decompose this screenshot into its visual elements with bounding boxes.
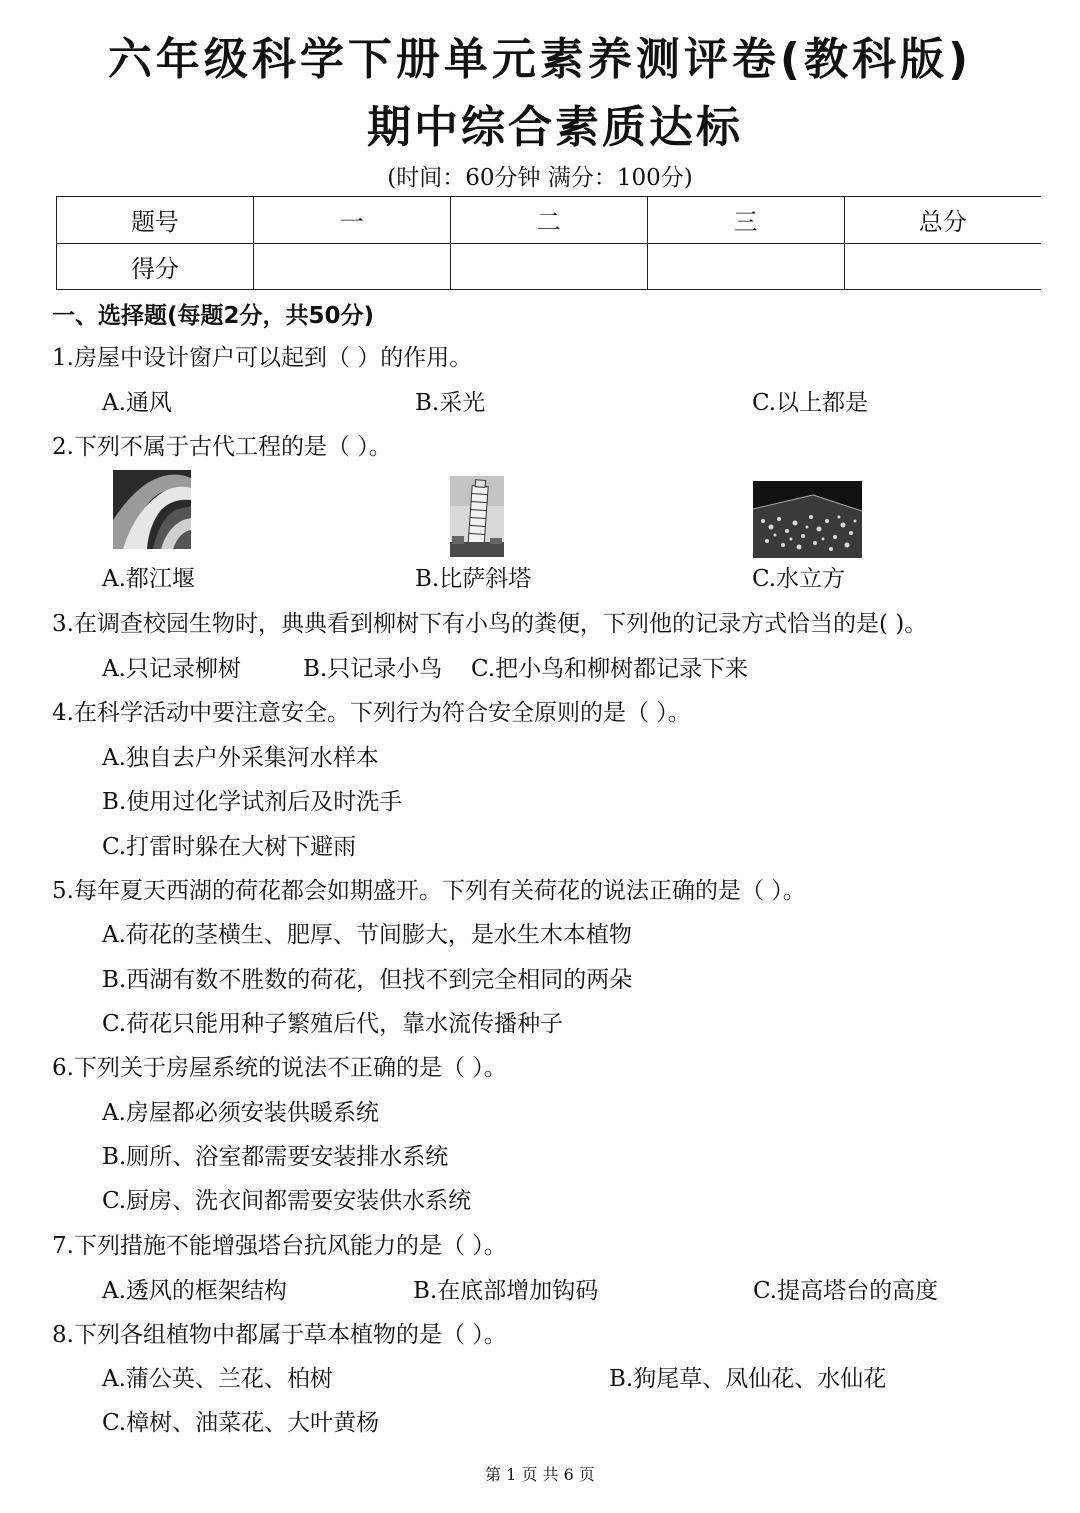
option-a: A.蒲公英、兰花、柏树 [102,1366,333,1392]
question-stem: 3.在调查校园生物时，典典看到柳树下有小鸟的粪便，下列他的记录方式恰当的是( )。 [52,611,928,637]
score-cell[interactable] [253,243,450,290]
score-cell[interactable] [450,243,647,290]
option-c: C.水立方 [752,566,846,592]
exam-subtitle-title: 期中综合素质达标 [367,102,743,153]
option-a: A.房屋都必须安装供暖系统 [102,1100,379,1126]
water-cube-image [753,481,862,558]
question-stem: 2.下列不属于古代工程的是（ ）。 [52,434,392,460]
exam-time-score-info: (时间：60分钟 满分：100分) [387,165,693,191]
score-table [56,196,1041,290]
score-row-label: 得分 [57,243,254,290]
option-a: A.只记录柳树 [102,656,241,682]
question-stem: 1.房屋中设计窗户可以起到（ ）的作用。 [52,345,473,371]
option-b: B.采光 [415,390,486,416]
dujiangyan-image [113,470,191,549]
score-table-header-row [57,197,1042,244]
question-stem: 8.下列各组植物中都属于草本植物的是（ ）。 [52,1322,507,1348]
option-c: C.厨房、洗衣间都需要安装供水系统 [102,1188,472,1214]
question-stem: 6.下列关于房屋系统的说法不正确的是（ ）。 [52,1055,507,1081]
score-table-header: 二 [450,197,647,244]
score-table-header: 题号 [57,197,254,244]
option-b: B.在底部增加钩码 [413,1278,599,1304]
option-c: C.以上都是 [752,390,869,416]
score-table-header: 总分 [844,197,1041,244]
option-c: C.提高塔台的高度 [753,1278,939,1304]
score-cell[interactable] [844,243,1041,290]
score-table-header: 一 [253,197,450,244]
option-c: C.樟树、油菜花、大叶黄杨 [102,1410,380,1436]
option-b: B.厕所、浴室都需要安装排水系统 [102,1144,449,1170]
option-b: B.比萨斜塔 [415,566,532,592]
page-number-footer: 第 1 页 共 6 页 [485,1465,595,1484]
option-c: C.荷花只能用种子繁殖后代，靠水流传播种子 [102,1011,564,1037]
exam-title: 六年级科学下册单元素养测评卷(教科版) [107,34,973,85]
section-title: 一、选择题(每题2分，共50分) [52,303,375,329]
option-a: A.通风 [102,390,172,416]
option-b: B.狗尾草、凤仙花、水仙花 [609,1366,887,1392]
score-table-score-row [57,243,1042,290]
option-a: A.荷花的茎横生、肥厚、节间膨大，是水生木本植物 [102,922,632,948]
option-b: B.使用过化学试剂后及时洗手 [102,789,403,815]
option-b: B.西湖有数不胜数的荷花，但找不到完全相同的两朵 [102,967,633,993]
option-a: A.透风的框架结构 [102,1278,287,1304]
option-c: C.打雷时躲在大树下避雨 [102,834,357,860]
option-a: A.独自去户外采集河水样本 [102,745,379,771]
question-stem: 4.在科学活动中要注意安全。下列行为符合安全原则的是（ ）。 [52,700,691,726]
option-b: B.只记录小鸟 [303,656,443,682]
pisa-tower-image [450,476,504,557]
option-a: A.都江堰 [102,566,195,592]
score-cell[interactable] [647,243,844,290]
question-stem: 7.下列措施不能增强塔台抗风能力的是（ ）。 [52,1233,507,1259]
score-table-header: 三 [647,197,844,244]
question-stem: 5.每年夏天西湖的荷花都会如期盛开。下列有关荷花的说法正确的是（ ）。 [52,878,806,904]
option-c: C.把小鸟和柳树都记录下来 [471,656,749,682]
